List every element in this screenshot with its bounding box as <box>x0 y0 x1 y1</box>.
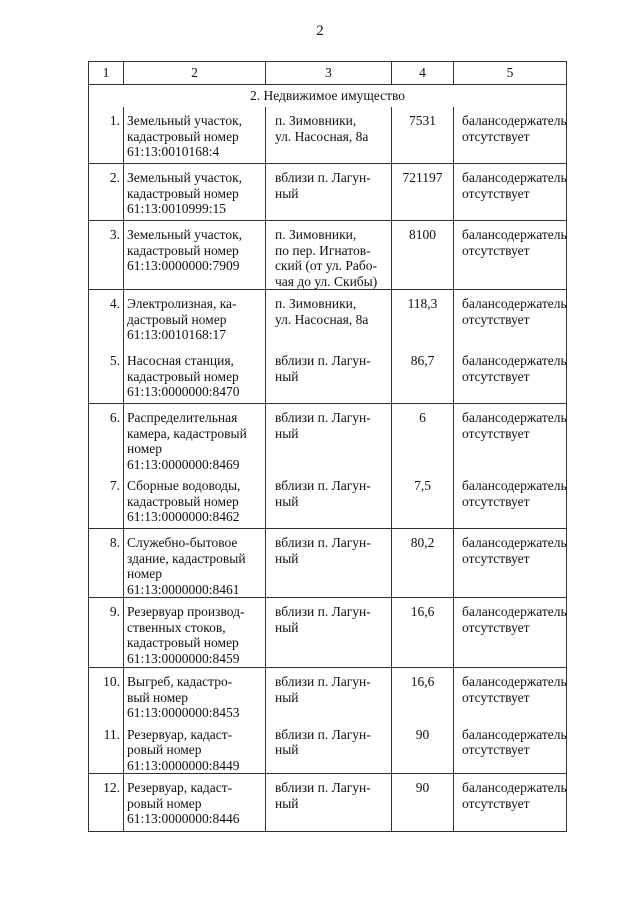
page-number: 2 <box>316 23 324 39</box>
column-header: 4 <box>392 62 454 85</box>
item-area: 7,5 <box>392 472 454 529</box>
section-row <box>89 85 567 108</box>
table-row <box>89 668 567 721</box>
item-area: 80,2 <box>392 529 454 598</box>
item-address: вблизи п. Лагун- ный <box>266 347 392 404</box>
item-address: вблизи п. Лагун- ный <box>266 164 392 221</box>
table-row <box>89 721 567 774</box>
item-owner: балансодержатель отсутствует <box>454 347 567 404</box>
item-name: Насосная станция, кадастровый номер 61:13:0000000:8470 <box>124 347 266 404</box>
column-header: 2 <box>124 62 266 85</box>
item-number: 5. <box>89 347 124 404</box>
item-address: вблизи п. Лагун- ный <box>266 472 392 529</box>
item-number: 8. <box>89 529 124 598</box>
item-address: вблизи п. Лагун- ный <box>266 668 392 721</box>
item-name: Электролизная, ка- дастровый номер 61:13:0010168:17 <box>124 290 266 348</box>
item-address: п. Зимовники, по пер. Игнатов- ский (от ул. Рабо- чая до ул. Скибы) <box>266 221 392 290</box>
item-area: 16,6 <box>392 598 454 668</box>
table-row <box>89 164 567 221</box>
item-address: п. Зимовники, ул. Насосная, 8а <box>266 290 392 348</box>
item-name: Распределительная камера, кадастровый номер 61:13:0000000:8469 <box>124 404 266 473</box>
item-area: 7531 <box>392 107 454 164</box>
item-number: 6. <box>89 404 124 473</box>
table-row <box>89 529 567 598</box>
column-header: 3 <box>266 62 392 85</box>
item-owner: балансодержатель отсутствует <box>454 529 567 598</box>
item-number: 1. <box>89 107 124 164</box>
table-row <box>89 774 567 832</box>
item-area: 86,7 <box>392 347 454 404</box>
item-number: 7. <box>89 472 124 529</box>
column-header: 1 <box>89 62 124 85</box>
item-address: вблизи п. Лагун- ный <box>266 598 392 668</box>
table-row <box>89 347 567 404</box>
item-area: 90 <box>392 774 454 832</box>
item-name: Выгреб, кадастро- вый номер 61:13:0000000:8453 <box>124 668 266 721</box>
column-header: 5 <box>454 62 567 85</box>
section-title: 2. Недвижимое имущество <box>89 85 567 108</box>
item-owner: балансодержатель отсутствует <box>454 164 567 221</box>
item-address: вблизи п. Лагун- ный <box>266 721 392 774</box>
table-row <box>89 472 567 529</box>
item-number: 2. <box>89 164 124 221</box>
item-area: 90 <box>392 721 454 774</box>
table-header-row <box>89 62 567 85</box>
item-address: вблизи п. Лагун- ный <box>266 529 392 598</box>
item-owner: балансодержатель отсутствует <box>454 721 567 774</box>
item-name: Сборные водоводы, кадастровый номер 61:13:0000000:8462 <box>124 472 266 529</box>
item-address: вблизи п. Лагун- ный <box>266 774 392 832</box>
item-number: 3. <box>89 221 124 290</box>
item-owner: балансодержатель отсутствует <box>454 107 567 164</box>
item-area: 16,6 <box>392 668 454 721</box>
item-number: 12. <box>89 774 124 832</box>
item-area: 118,3 <box>392 290 454 348</box>
table-row <box>89 598 567 668</box>
item-number: 11. <box>89 721 124 774</box>
item-address: вблизи п. Лагун- ный <box>266 404 392 473</box>
item-name: Земельный участок, кадастровый номер 61:13:0010999:15 <box>124 164 266 221</box>
item-owner: балансодержатель отсутствует <box>454 472 567 529</box>
item-owner: балансодержатель отсутствует <box>454 774 567 832</box>
item-number: 4. <box>89 290 124 348</box>
item-name: Резервуар производ- ственных стоков, кадастровый номер 61:13:0000000:8459 <box>124 598 266 668</box>
item-area: 721197 <box>392 164 454 221</box>
item-number: 10. <box>89 668 124 721</box>
item-area: 8100 <box>392 221 454 290</box>
item-owner: балансодержатель отсутствует <box>454 598 567 668</box>
table-row <box>89 290 567 348</box>
item-name: Земельный участок, кадастровый номер 61:13:0010168:4 <box>124 107 266 164</box>
item-name: Резервуар, кадаст- ровый номер 61:13:0000000:8446 <box>124 774 266 832</box>
table-row <box>89 107 567 164</box>
item-address: п. Зимовники, ул. Насосная, 8а <box>266 107 392 164</box>
table-row <box>89 404 567 473</box>
item-name: Резервуар, кадаст- ровый номер 61:13:0000000:8449 <box>124 721 266 774</box>
item-owner: балансодержатель отсутствует <box>454 404 567 473</box>
item-area: 6 <box>392 404 454 473</box>
table-body <box>89 107 567 832</box>
item-name: Земельный участок, кадастровый номер 61:13:0000000:7909 <box>124 221 266 290</box>
item-owner: балансодержатель отсутствует <box>454 290 567 348</box>
item-owner: балансодержатель отсутствует <box>454 221 567 290</box>
item-number: 9. <box>89 598 124 668</box>
property-table <box>88 61 567 832</box>
item-name: Служебно-бытовое здание, кадастровый номер 61:13:0000000:8461 <box>124 529 266 598</box>
item-owner: балансодержатель отсутствует <box>454 668 567 721</box>
table-row <box>89 221 567 290</box>
